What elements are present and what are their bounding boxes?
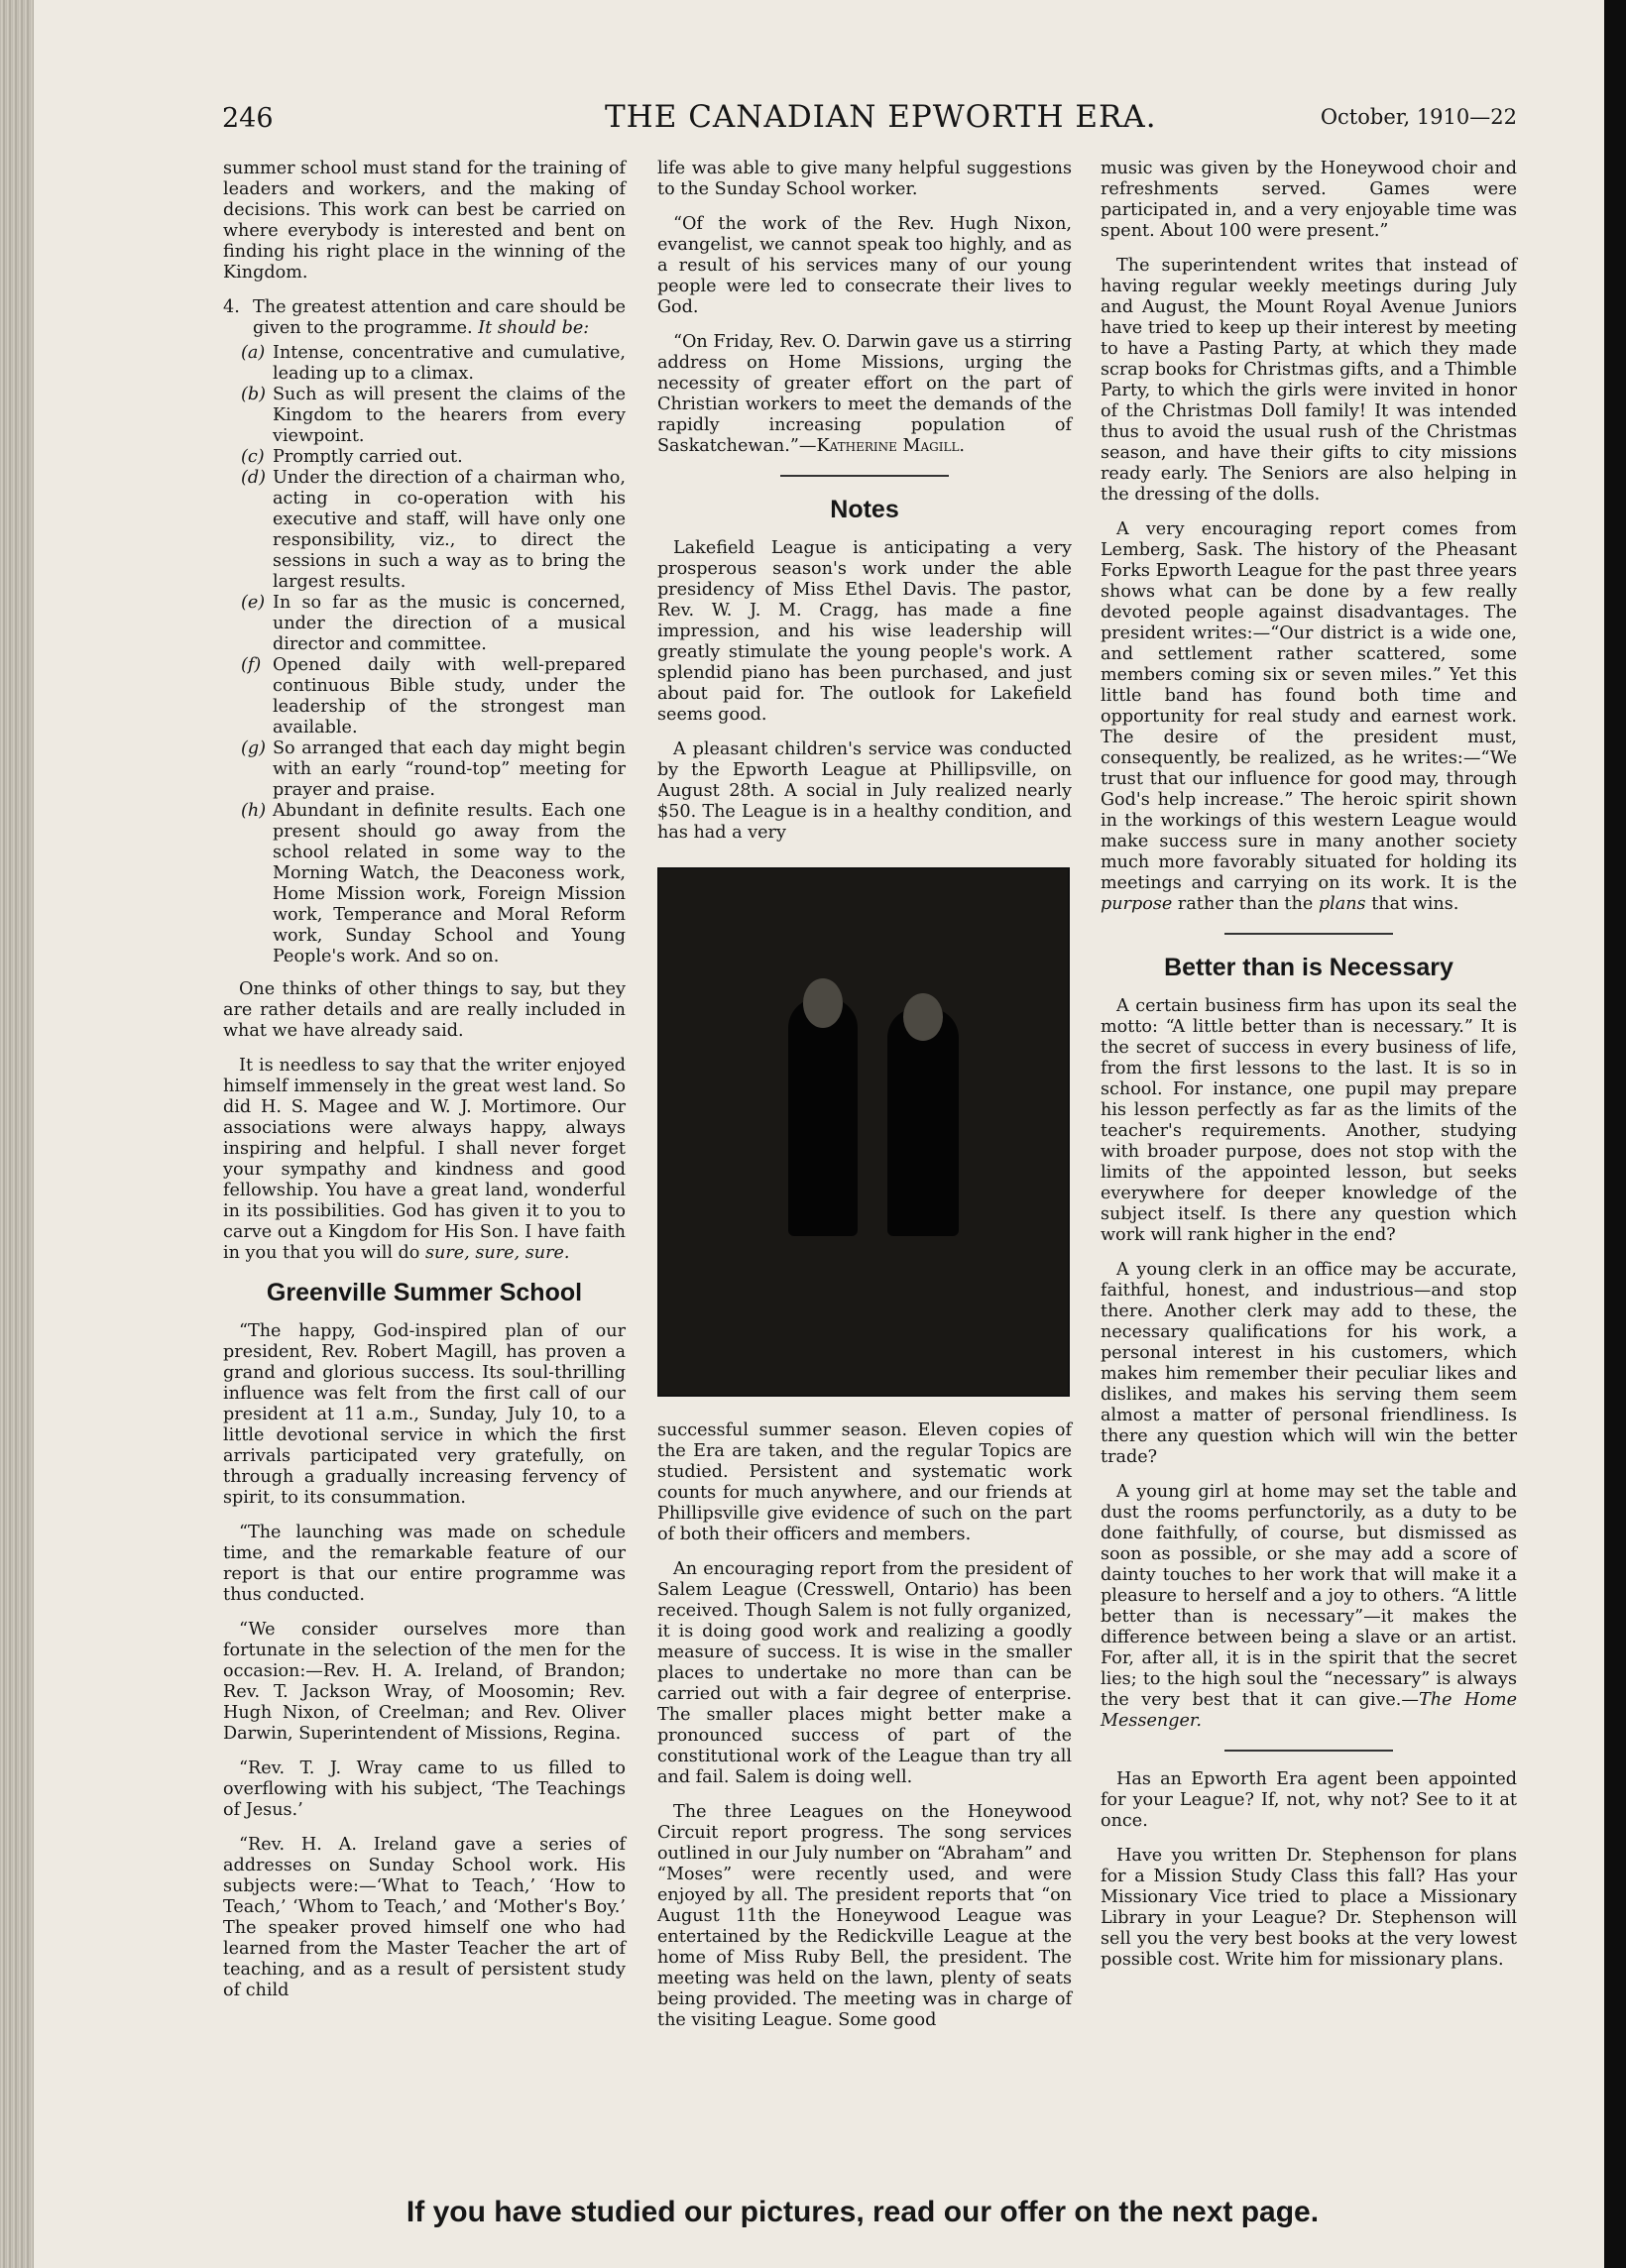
paragraph [657,332,1072,457]
paragraph: One thinks of other things to say, but they are rather details and are really included in what we have already said. [223,979,626,1041]
footer-offer: If you have studied our pictures, read our offer on the next page. [406,2196,1320,2228]
numbered-item-4 [223,297,626,339]
paragraph: life was able to give many helpful suggestions to the Sunday School worker. [657,159,1072,199]
list-text: In so far as the music is concerned, under the direction of a musical director and committee. [273,593,626,654]
man-figure-right [887,1008,959,1236]
list-text: Abundant in definite results. Each one present should go away from the school related in some way to the Morning Watch, the Deaconess work, Home Mission work, Foreign Mission work, Temperance and Moral Reform work, Sunday School and Young People's work. And so on. [273,801,626,966]
list-label: (f) [241,655,262,675]
list-item [223,593,626,655]
item-text: The greatest attention and care should be given to the programme. [253,297,626,338]
list-label: (g) [241,738,266,758]
scan-border [1604,0,1626,2268]
list-text: So arranged that each day might begin with an early “round-top” meeting for prayer and praise. [273,738,626,800]
list-item [223,447,626,468]
section-divider [1224,1750,1393,1752]
list-label: (e) [241,593,266,613]
paragraph: “The launching was made on schedule time, and the remarkable feature of our report is that our entire programme was thus conducted. [223,1523,626,1605]
paragraph-emphasis: sure, sure, sure. [425,1243,570,1263]
list-text: Under the direction of a chairman who, acting in co-operation with his executive and staff, will have only one responsibility, viz., to direct the sessions in such a way as to bring the largest results. [273,468,626,592]
list-label: (b) [241,385,266,404]
man-head-left [803,978,843,1028]
page-number: 246 [222,103,274,134]
notes-heading: Notes [830,496,899,523]
list-item [223,655,626,738]
paragraph: A certain business firm has upon its seal the motto: “A little better than is necessary.” It is the secret of success in every business of life, from the first lessons to the last. It is so in school. For instance, one pupil may prepare his lesson perfectly as far as the limits of the teacher's requirements. Another, studying with broader purpose, does not stop with the limits of the appointed lesson, but seeks everywhere for deeper knowledge of the subject itself. Is there any question which work will rank higher in the end? [1101,996,1517,1245]
page-header [188,97,1537,141]
paragraph [1101,1482,1517,1732]
paragraph: Lakefield League is anticipating a very prosperous season's work under the able presidency of Miss Ethel Davis. The pastor, Rev. W. J. M. Cragg, has made a fine impression, and his wise leadership will greatly stimulate the young people's work. A splendid piano has been purchased, and just about paid for. The outlook for Lakefield seems good. [657,538,1072,725]
paragraph-text: A young girl at home may set the table and dust the rooms perfunctorily, as a duty to be done faithfully, of course, but dismissed as soon as possible, or she may add a score of dainty touches to her work that will make it a pleasure to herself and a joy to others. “A little better than is necessary”—it makes the difference between being a slave or an artist. For, after all, it is in the spirit that the secret lies; to the high soul the “necessary” is always the very best that it can give.— [1101,1482,1517,1710]
paragraph: Have you written Dr. Stephenson for plans for a Mission Study Class this fall? Has your Missionary Vice tried to place a Missionary Library in your League? Dr. Stephenson will sell you the very best books at the very lowest possible cost. Write him for missionary plans. [1101,1846,1517,1970]
paragraph-text: It is needless to say that the writer enjoyed himself immensely in the great west land. So did H. S. Magee and W. J. Mortimore. Our associations were always happy, always inspiring and helpful. I shall never forget your sympathy and kindness and good fellowship. You have a great land, wonderful in its possibilities. God has given it to you to carve out a Kingdom for His Son. I have faith in you that you will do [223,1056,626,1263]
list-item [223,385,626,447]
paragraph: summer school must stand for the training of leaders and workers, and the making of decisions. This work can best be carried on where everybody is interested and bent on finding his right place in the winning of the Kingdom. [223,159,626,283]
column-1 [223,159,626,2015]
section-divider [780,475,949,477]
item-emphasis: It should be: [478,318,590,338]
man-figure-left [788,998,858,1236]
paragraph: The three Leagues on the Honeywood Circuit report progress. The song services outlined in our July number on “Abraham” and “Moses” were recently used, and were enjoyed by all. The president reports that “on August 11th the Honeywood League was entertained by the Redickville League at the home of Miss Ruby Bell, the president. The meeting was held on the lawn, plenty of seats being provided. The meeting was in charge of the visiting League. Some good [657,1802,1072,2030]
list-text: Intense, concentrative and cumulative, leading up to a climax. [273,343,626,384]
list-text: Promptly carried out. [273,447,463,467]
paragraph: An encouraging report from the president of Salem League (Cresswell, Ontario) has been received. Though Salem is not fully organized, it is doing good work and realizing a goodly measure of success. It is wise in the smaller places to undertake no more than can be carried out with a fair degree of enterprise. The smaller places might better make a pronounced success of part of the constitutional work of the League than try all and fail. Salem is doing well. [657,1559,1072,1787]
book-spine-edge [0,0,34,2268]
item-number: 4. [223,297,240,317]
paragraph: “Of the work of the Rev. Hugh Nixon, evangelist, we cannot speak too highly, and as a result of his services many of our young people were led to consecrate their lives to God. [657,214,1072,317]
paragraph: A young clerk in an office may be accurate, faithful, honest, and industrious—and stop there. Another clerk may add to these, the necessary qualifications for his work, a personal interest in his customers, which makes him remember their peculiar likes and dislikes, and makes his serving them seem almost a matter of personal friendliness. Is there any question which will win the better trade? [1101,1260,1517,1467]
paragraph: A pleasant children's service was conducted by the Epworth League at Phillipsville, on August 28th. A social in July realized nearly $50. The League is in a healthy condition, and has had a very [657,739,1072,843]
list-label: (a) [241,343,266,363]
emphasis: purpose [1101,894,1173,914]
list-item [223,801,626,967]
paragraph-text: A very encouraging report comes from Lemberg, Sask. The history of the Pheasant Forks Epworth League for the past three years shows what can be done by a few really devoted people against disadvantages. The president writes:—“Our district is a wide one, and settlement rather scattered, some members coming six or seven miles.” Yet this little band has found both time and opportunity for real study and earnest work. The desire of the president must, consequently, be realized, as he writes:—“We trust that our influence for good may, through God's help increase.” The heroic spirit shown in the workings of this western League would make success sure in many another society much more favorably situated for holding its meetings and carrying on its work. It is the [1101,519,1517,893]
programme-list [223,343,626,967]
section-divider [1224,933,1393,935]
paragraph: The superintendent writes that instead of having regular weekly meetings during July and August, the Mount Royal Avenue Juniors have tried to keep up their interest by meeting to have a Pasting Party, at which they made scrap books for Christmas gifts, and a Thimble Party, to which the girls were invited in honor of the Christmas Doll family! It was intended thus to avoid the usual rush of the Christmas season, and have their gifts to city missions ready early. The Seniors are also helping in the dressing of the dolls. [1101,256,1517,505]
source-credit: The Home Messenger. [1101,1690,1517,1731]
list-label: (d) [241,468,266,488]
photograph-two-men [657,867,1070,1397]
list-label: (c) [241,447,265,467]
paragraph: “The happy, God-inspired plan of our president, Rev. Robert Magill, has proven a grand and glorious success. Its soul-thrilling influence was felt from the first call of our president at 11 a.m., Sunday, July 10, to a little devotional service in which the first arrivals participated very gratefully, on through a gradually increasing fervency of spirit, to its consummation. [223,1321,626,1508]
list-item [223,738,626,801]
paragraph-text: that wins. [1371,894,1459,914]
issue-date: October, 1910—22 [1320,105,1517,129]
paragraph: “Rev. H. A. Ireland gave a series of addresses on Sunday School work. His subjects were:—‘What to Teach,’ ‘How to Teach,’ ‘Whom to Teach,’ and ‘Mother's Boy.’ The speaker proved himself one who had learned from the Master Teacher the art of teaching, and as a result of persistent study of child [223,1835,626,2000]
paragraph-text: rather than the [1177,894,1314,914]
list-text: Such as will present the claims of the Kingdom to the hearers from every viewpoint. [273,385,626,446]
journal-title: THE CANADIAN EPWORTH ERA. [605,99,1157,135]
paragraph-text: “On Friday, Rev. O. Darwin gave us a stirring address on Home Missions, urging the necessity of greater effort on the part of Christian workers to meet the demands of the rapidly increasing population of Saskatchewan.”— [657,332,1072,456]
paragraph: music was given by the Honeywood choir and refreshments served. Games were participated in, and a very enjoyable time was spent. About 100 were present.” [1101,159,1517,241]
paragraph: Has an Epworth Era agent been appointed for your League? If, not, why not? See to it at once. [1101,1769,1517,1831]
list-label: (h) [241,801,267,821]
paragraph [223,1056,626,1264]
paragraph: successful summer season. Eleven copies of the Era are taken, and the regular Topics are studied. Persistent and systematic work counts for much anywhere, and our friends at Phillipsville give evidence of such on the part of both their officers and members. [657,1420,1072,1544]
greenville-heading: Greenville Summer School [266,1279,583,1306]
list-text: Opened daily with well-prepared continuous Bible study, under the leadership of the strongest man available. [273,655,626,737]
list-item [223,468,626,593]
column-3 [1101,159,1517,1984]
paragraph: “We consider ourselves more than fortunate in the selection of the men for the occasion:—Rev. H. A. Ireland, of Brandon; Rev. T. Jackson Wray, of Moosomin; Rev. Hugh Nixon, of Creelman; and Rev. Oliver Darwin, Superintendent of Missions, Regina. [223,1620,626,1744]
man-head-right [903,993,943,1041]
paragraph: “Rev. T. J. Wray came to us filled to overflowing with his subject, ‘The Teachings of Jesus.’ [223,1758,626,1820]
signature: Katherine Magill. [816,436,965,456]
list-item [223,343,626,385]
paragraph [1101,519,1517,915]
better-heading: Better than is Necessary [1164,954,1453,981]
column-2 [657,159,1072,2045]
emphasis: plans [1318,894,1366,914]
